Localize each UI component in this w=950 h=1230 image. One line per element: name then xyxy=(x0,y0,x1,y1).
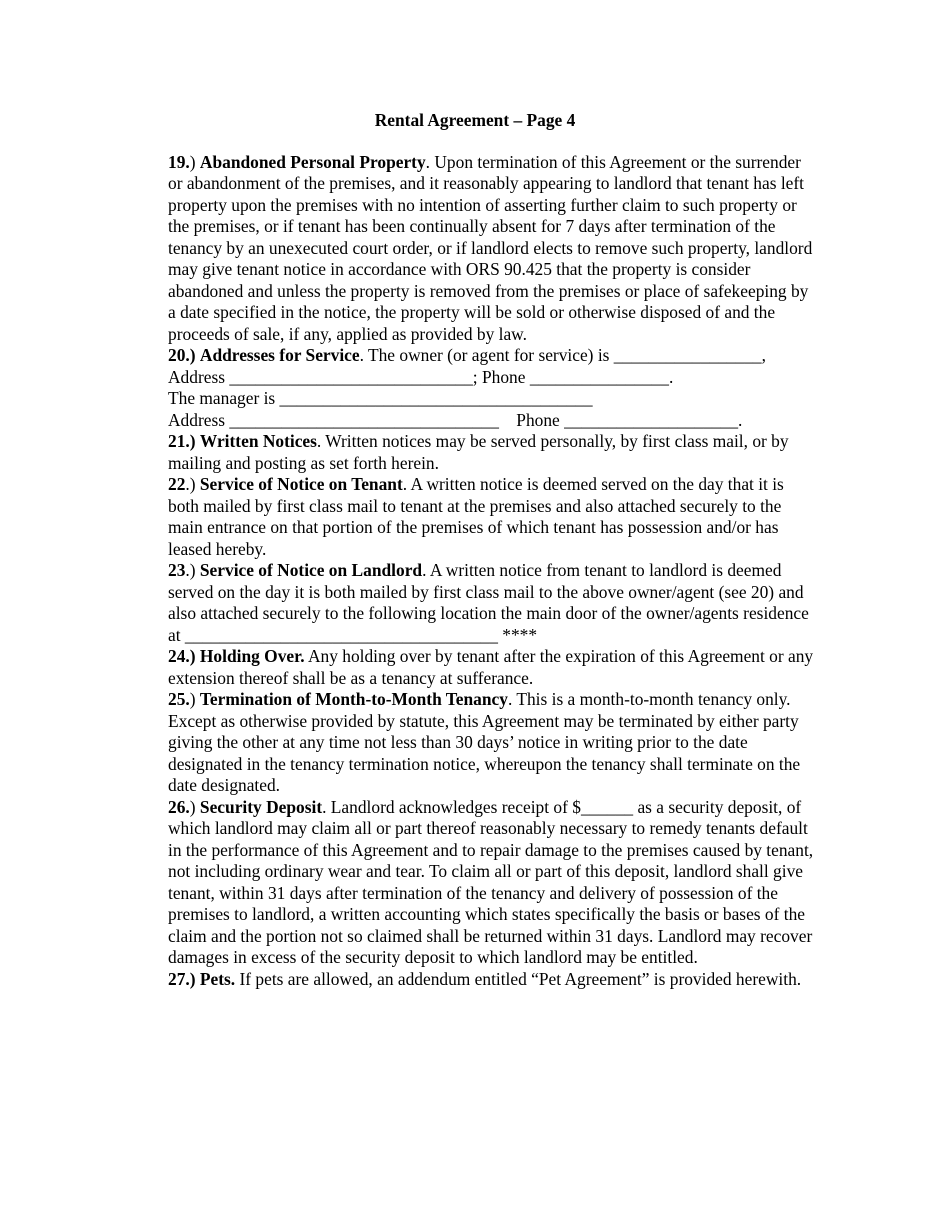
manager-address-line xyxy=(168,410,818,432)
section-23 xyxy=(168,560,818,646)
section-number-paren: .) xyxy=(185,474,196,494)
section-heading: Written Notices xyxy=(199,431,317,451)
section-number: 27.) xyxy=(168,968,196,989)
section-number: 23 xyxy=(168,560,186,580)
section-heading: Termination of Month-to-Month Tenancy xyxy=(199,689,508,709)
section-heading: Pets. xyxy=(199,968,236,989)
manager-address: Address _______________________________ xyxy=(168,409,499,430)
section-body: If pets are allowed, an addendum entitled “Pet Agreement” is provided herewith. xyxy=(235,968,802,989)
manager-line: The manager is ____________________________________ xyxy=(168,388,593,408)
section-24 xyxy=(168,646,818,689)
section-body: . A written notice from tenant to landlord is deemed served on the day it is both mailed by first class mail to the above owner/agent (see 20) and also attached securely to the following location the main door of the owner/agents residence at ____________________________________ **** xyxy=(168,560,809,645)
section-20 xyxy=(168,345,818,431)
section-number: 25. xyxy=(168,689,190,709)
section-number-paren: .) xyxy=(185,560,196,580)
section-heading: Service of Notice on Tenant xyxy=(199,474,403,494)
section-number: 19. xyxy=(168,151,190,172)
section-number: 24.) xyxy=(168,646,196,666)
owner-address-line: Address ____________________________; Phone ________________. xyxy=(168,366,674,387)
document-page xyxy=(168,110,818,990)
section-heading: Abandoned Personal Property xyxy=(199,151,426,172)
section-19 xyxy=(168,152,818,346)
section-body: . Upon termination of this Agreement or the surrender or abandonment of the premises, and it reasonably appearing to landlord that tenant has left property upon the premises with no intention of asserting further claim to such property or the premises, or if tenant has been continually absent for 7 days after termination of the tenancy by an unexecuted court order, or if landlord elects to remove such property, landlord may give tenant notice in accordance with ORS 90.425 that the property is consider abandoned and unless the property is removed from the premises or place of safekeeping by a date specified in the notice, the property will be sold or otherwise disposed of and the proceeds of sale, if any, applied as provided by law. xyxy=(168,151,813,344)
section-21 xyxy=(168,431,818,474)
section-heading: Service of Notice on Landlord xyxy=(199,560,423,580)
section-heading: Security Deposit xyxy=(199,796,323,817)
section-number-paren: ) xyxy=(189,689,196,709)
section-26 xyxy=(168,797,818,969)
section-number-paren: ) xyxy=(189,151,196,172)
section-body: . A written notice is deemed served on the day that it is both mailed by first class mail to tenant at the premises and also attached securely to the main entrance on that portion of the premises of which tenant has possession and/or has leased hereby. xyxy=(168,474,784,559)
section-body: . This is a month-to-month tenancy only. Except as otherwise provided by statute, this Agreement may be terminated by either party giving the other at any time not less than 30 days’ notice in writing prior to the date designated in the tenancy termination notice, whereupon the tenancy shall terminate on the date designated. xyxy=(168,689,801,795)
section-25 xyxy=(168,689,818,797)
section-body: . The owner (or agent for service) is _________________, xyxy=(359,345,766,365)
section-22 xyxy=(168,474,818,560)
section-number: 20.) xyxy=(168,345,196,365)
section-number-paren: ) xyxy=(189,796,196,817)
section-number: 21.) xyxy=(168,431,196,451)
section-27 xyxy=(168,969,818,991)
section-number: 22 xyxy=(168,474,186,494)
section-body: . Landlord acknowledges receipt of $______ as a security deposit, of which landlord may claim all or part thereof reasonably necessary to remedy tenants default in the performance of this Agreement and to repair damage to the premises caused by tenant, not including ordinary wear and tear. To claim all or part of this deposit, landlord shall give tenant, within 31 days after termination of the tenancy and delivery of possession of the premises to landlord, a written accounting which states specifically the basis or bases of the claim and the portion not so claimed shall be returned within 31 days. Landlord may recover damages in excess of the security deposit to which landlord may be entitled. xyxy=(168,796,814,967)
section-heading: Addresses for Service xyxy=(199,345,360,365)
manager-phone: Phone ____________________. xyxy=(516,409,743,430)
section-body: Any holding over by tenant after the expiration of this Agreement or any extension thereof shall be as a tenancy at sufferance. xyxy=(168,646,814,688)
section-heading: Holding Over. xyxy=(199,646,305,666)
section-body: . Written notices may be served personally, by first class mail, or by mailing and posting as set forth herein. xyxy=(168,431,789,473)
section-number: 26. xyxy=(168,796,190,817)
page-title: Rental Agreement – Page 4 xyxy=(374,110,576,130)
